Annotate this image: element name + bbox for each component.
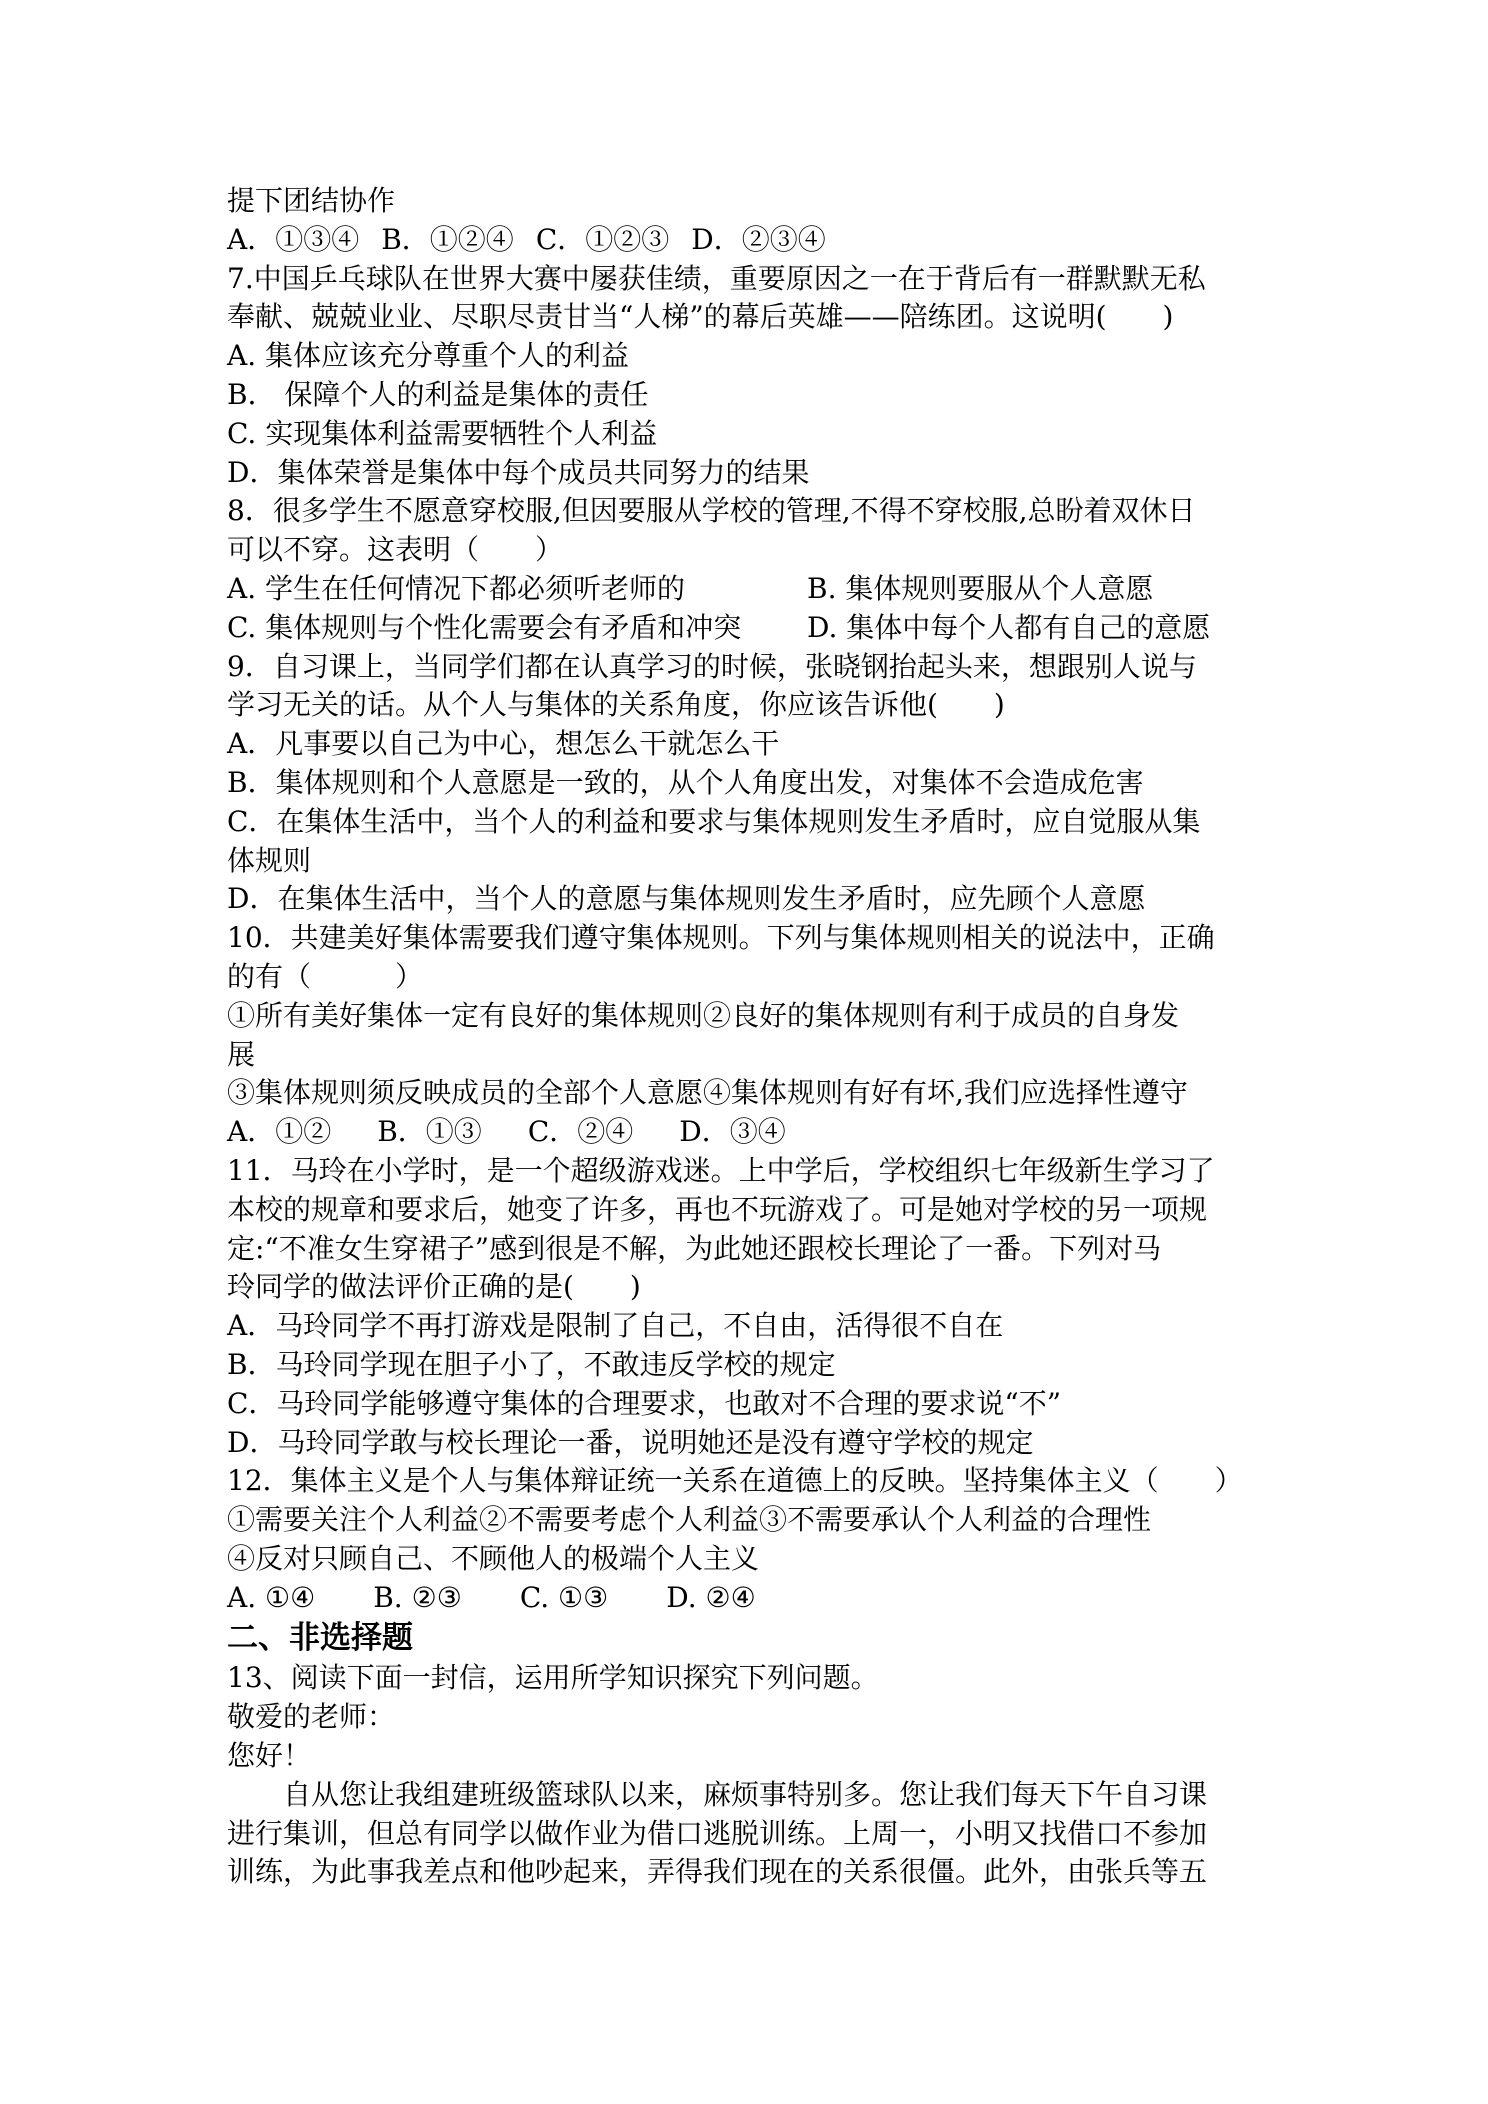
section-heading: 二、非选择题 [227, 1620, 413, 1657]
q12-option-d: D. ②④ [666, 1580, 756, 1614]
q10-option-b: B．①③ [377, 1115, 482, 1149]
q11-option-b: B．马玲同学现在胆子小了，不敢违反学校的规定 [227, 1347, 836, 1381]
q13-stem: 13、阅读下面一封信，运用所学知识探究下列问题。 [227, 1661, 879, 1695]
q8-option-b: B. 集体规则要服从个人意愿 [807, 571, 1154, 605]
q6-stem-tail: 提下团结协作 [227, 184, 396, 217]
q8-stem-line-1: 8．很多学生不愿意穿校服,但因要服从学校的管理,不得不穿校服,总盼着双休日 [227, 494, 1196, 528]
q7-option-d: D．集体荣誉是集体中每个成员共同努力的结果 [227, 455, 810, 489]
q10-option-d: D．③④ [679, 1115, 786, 1149]
q11-option-a: A．马玲同学不再打游戏是限制了自己，不自由，活得很不自在 [227, 1309, 1004, 1343]
letter-paragraph-line-1: 自从您让我组建班级篮球队以来，麻烦事特别多。您让我们每天下午自习课 [283, 1777, 1208, 1811]
q8-options-row-1 [227, 570, 1277, 609]
q12-items-line-1: ①需要关注个人利益②不需要考虑个人利益③不需要承认个人利益的合理性 [227, 1503, 1152, 1537]
q6-option-a: A．①③④ [227, 222, 360, 256]
q8-option-a: A. 学生在任何情况下都必须听老师的 [227, 571, 686, 605]
q10-option-a: A．①② [227, 1115, 332, 1149]
q7-stem-line-1: 7.中国乒乓球队在世界大赛中屡获佳绩，重要原因之一在于背后有一群默默无私 [227, 261, 1206, 295]
q11-option-d: D．马玲同学敢与校长理论一番，说明她还是没有遵守学校的规定 [227, 1425, 1034, 1459]
q12-items-line-2: ④反对只顾自己、不顾他人的极端个人主义 [227, 1541, 760, 1575]
q9-option-c-cont: 体规则 [227, 843, 312, 877]
q11-stem-line-3: 定:“不准女生穿裙子”感到很是不解，为此她还跟校长理论了一番。下列对马 [227, 1231, 1162, 1265]
q9-option-d: D．在集体生活中，当个人的意愿与集体规则发生矛盾时，应先顾个人意愿 [227, 882, 1146, 916]
q10-option-c: C．②④ [527, 1115, 634, 1149]
letter-paragraph-line-2: 进行集训，但总有同学以做作业为借口逃脱训练。上周一，小明又找借口不参加 [227, 1816, 1208, 1850]
q6-options [227, 221, 1277, 260]
q12-option-b: B. ②③ [373, 1580, 462, 1614]
q8-option-c: C. 集体规则与个性化需要会有矛盾和冲突 [227, 610, 742, 644]
q9-stem-line-1: 9．自习课上，当同学们都在认真学习的时候，张晓钢抬起头来，想跟别人说与 [227, 649, 1197, 683]
q7-stem-line-2: 奉献、兢兢业业、尽职尽责甘当“人梯”的幕后英雄——陪练团。这说明( ) [227, 300, 1174, 334]
q7-option-a: A. 集体应该充分尊重个人的利益 [227, 339, 630, 373]
q7-option-c: C. 实现集体利益需要牺牲个人利益 [227, 416, 658, 450]
q10-items-line-2: 展 [227, 1037, 256, 1071]
letter-greeting: 您好！ [227, 1739, 312, 1773]
q9-option-b: B．集体规则和个人意愿是一致的，从个人角度出发，对集体不会造成危害 [227, 765, 1144, 799]
q10-stem-line-1: 10．共建美好集体需要我们遵守集体规则。下列与集体规则相关的说法中，正确 [227, 921, 1215, 955]
q8-options-row-2 [227, 609, 1277, 648]
q11-option-c: C．马玲同学能够遵守集体的合理要求，也敢对不合理的要求说“不” [227, 1386, 1062, 1420]
q10-options [227, 1113, 1277, 1152]
q9-option-c: C．在集体生活中，当个人的利益和要求与集体规则发生矛盾时，应自觉服从集 [227, 804, 1201, 838]
letter-paragraph-line-3: 训练，为此事我差点和他吵起来，弄得我们现在的关系很僵。此外，由张兵等五 [227, 1855, 1208, 1889]
q6-option-c: C．①②③ [535, 222, 670, 256]
q11-stem-line-2: 本校的规章和要求后，她变了许多，再也不玩游戏了。可是她对学校的另一项规 [227, 1192, 1208, 1226]
document-content [227, 182, 1277, 1892]
q12-stem-line-1: 12．集体主义是个人与集体辩证统一关系在道德上的反映。坚持集体主义（ ） [227, 1464, 1243, 1498]
letter-salutation: 敬爱的老师： [227, 1700, 396, 1734]
q11-stem-line-4: 玲同学的做法评价正确的是( ) [227, 1270, 641, 1304]
q9-option-a: A．凡事要以自己为中心，想怎么干就怎么干 [227, 727, 780, 761]
q10-stem-line-2: 的有（ ） [227, 959, 424, 993]
q8-option-d: D. 集体中每个人都有自己的意愿 [807, 610, 1211, 644]
q12-option-a: A. ①④ [227, 1580, 316, 1614]
q10-items-line-3: ③集体规则须反映成员的全部个人意愿④集体规则有好有坏,我们应选择性遵守 [227, 1076, 1188, 1110]
q9-stem-line-2: 学习无关的话。从个人与集体的关系角度，你应该告诉他( ) [227, 688, 1005, 722]
q6-option-b: B．①②④ [381, 222, 514, 256]
q10-items-line-1: ①所有美好集体一定有良好的集体规则②良好的集体规则有利于成员的自身发 [227, 998, 1180, 1032]
q8-stem-line-2: 可以不穿。这表明（ ） [227, 533, 564, 567]
q12-options [227, 1579, 1277, 1618]
q7-option-b: B． 保障个人的利益是集体的责任 [227, 377, 649, 411]
q12-option-c: C. ①③ [519, 1580, 609, 1614]
q11-stem-line-1: 11．马玲在小学时，是一个超级游戏迷。上中学后，学校组织七年级新生学习了 [227, 1153, 1215, 1187]
q6-option-d: D．②③④ [691, 222, 826, 256]
